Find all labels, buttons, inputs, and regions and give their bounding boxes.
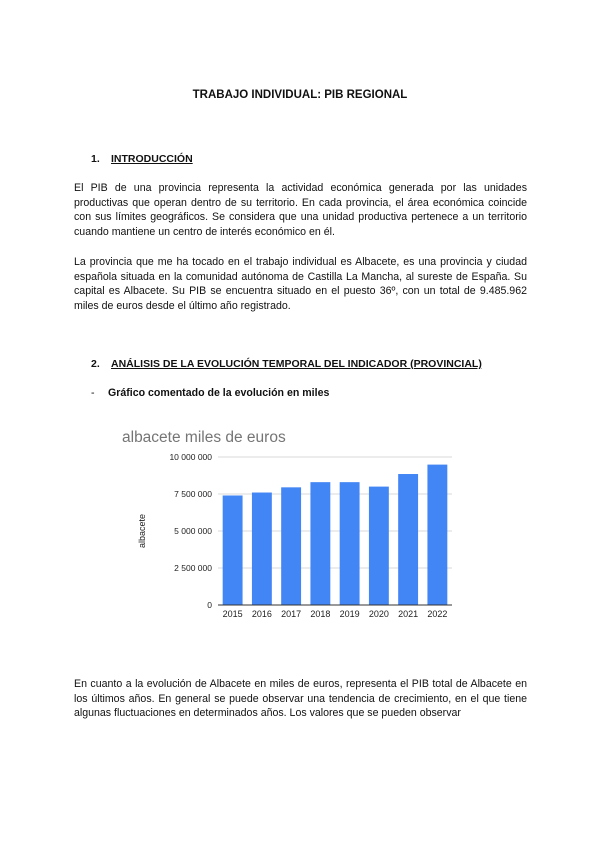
chart-x-tick-label: 2020: [368, 609, 389, 619]
section-heading-text: INTRODUCCIÓN: [111, 153, 193, 165]
chart-y-axis-label: albacete: [137, 513, 147, 549]
chart-bar: [369, 487, 389, 605]
chart-bar: [281, 487, 301, 605]
section-number: 1.: [91, 153, 100, 165]
section-heading-introduccion: [91, 153, 193, 165]
section-heading-analisis: [91, 358, 482, 370]
chart-bar: [310, 482, 330, 605]
chart-x-tick-label: 2019: [339, 609, 360, 619]
chart-bar: [252, 493, 272, 605]
chart-x-tick-label: 2017: [281, 609, 302, 619]
chart-x-tick-label: 2021: [398, 609, 419, 619]
bar-chart: [100, 420, 480, 625]
analysis-paragraph: En cuanto a la evolución de Albacete en miles de euros, representa el PIB total de Albacete en los últimos años. En general se puede observar una tendencia de crecimiento, en el que tiene algunas fluctuaciones en determinados años. Los valores que se pueden observar: [74, 678, 527, 720]
chart-bar: [223, 495, 243, 605]
province-paragraph: La provincia que me ha tocado en el trabajo individual es Albacete, es una provincia y ciudad española situada en la comunidad autónoma de Castilla La Mancha, al sureste de España. Su capital es Albacete. Su PIB se encuentra situado en el puesto 36º, con un total de 9.485.962 miles de euros desde el último año registrado.: [74, 256, 527, 312]
chart-bar: [340, 482, 360, 605]
section-heading-text: ANÁLISIS DE LA EVOLUCIÓN TEMPORAL DEL INDICADOR (PROVINCIAL): [111, 358, 482, 370]
chart-bar: [398, 474, 418, 605]
bullet-dash: -: [91, 387, 95, 399]
chart-y-tick-label: 2 500 000: [174, 563, 212, 573]
chart-y-tick-label: 7 500 000: [174, 489, 212, 499]
chart-y-tick-label: 0: [207, 600, 212, 610]
section-number: 2.: [91, 358, 100, 370]
chart-x-tick-label: 2016: [251, 609, 272, 619]
chart-x-tick-label: 2018: [310, 609, 331, 619]
bullet-text: Gráfico comentado de la evolución en miles: [108, 387, 330, 399]
document-title: TRABAJO INDIVIDUAL: PIB REGIONAL: [192, 89, 408, 101]
chart-x-tick-label: 2022: [427, 609, 448, 619]
chart-bars: [223, 465, 448, 605]
chart-y-tick-label: 5 000 000: [174, 526, 212, 536]
intro-paragraph: El PIB de una provincia representa la actividad económica generada por las unidades productivas que operan dentro de su territorio. En cada provincia, el área económica coincide con sus límites geográficos. Se considera que una unidad productiva pertenece a un territorio cuando mantiene un centro de interés económico en él.: [74, 182, 527, 238]
bullet-item: [91, 387, 329, 399]
chart-y-tick-label: 10 000 000: [169, 452, 212, 462]
chart-bar: [427, 465, 447, 605]
chart-title: albacete miles de euros: [122, 429, 286, 446]
chart-x-tick-label: 2015: [222, 609, 243, 619]
